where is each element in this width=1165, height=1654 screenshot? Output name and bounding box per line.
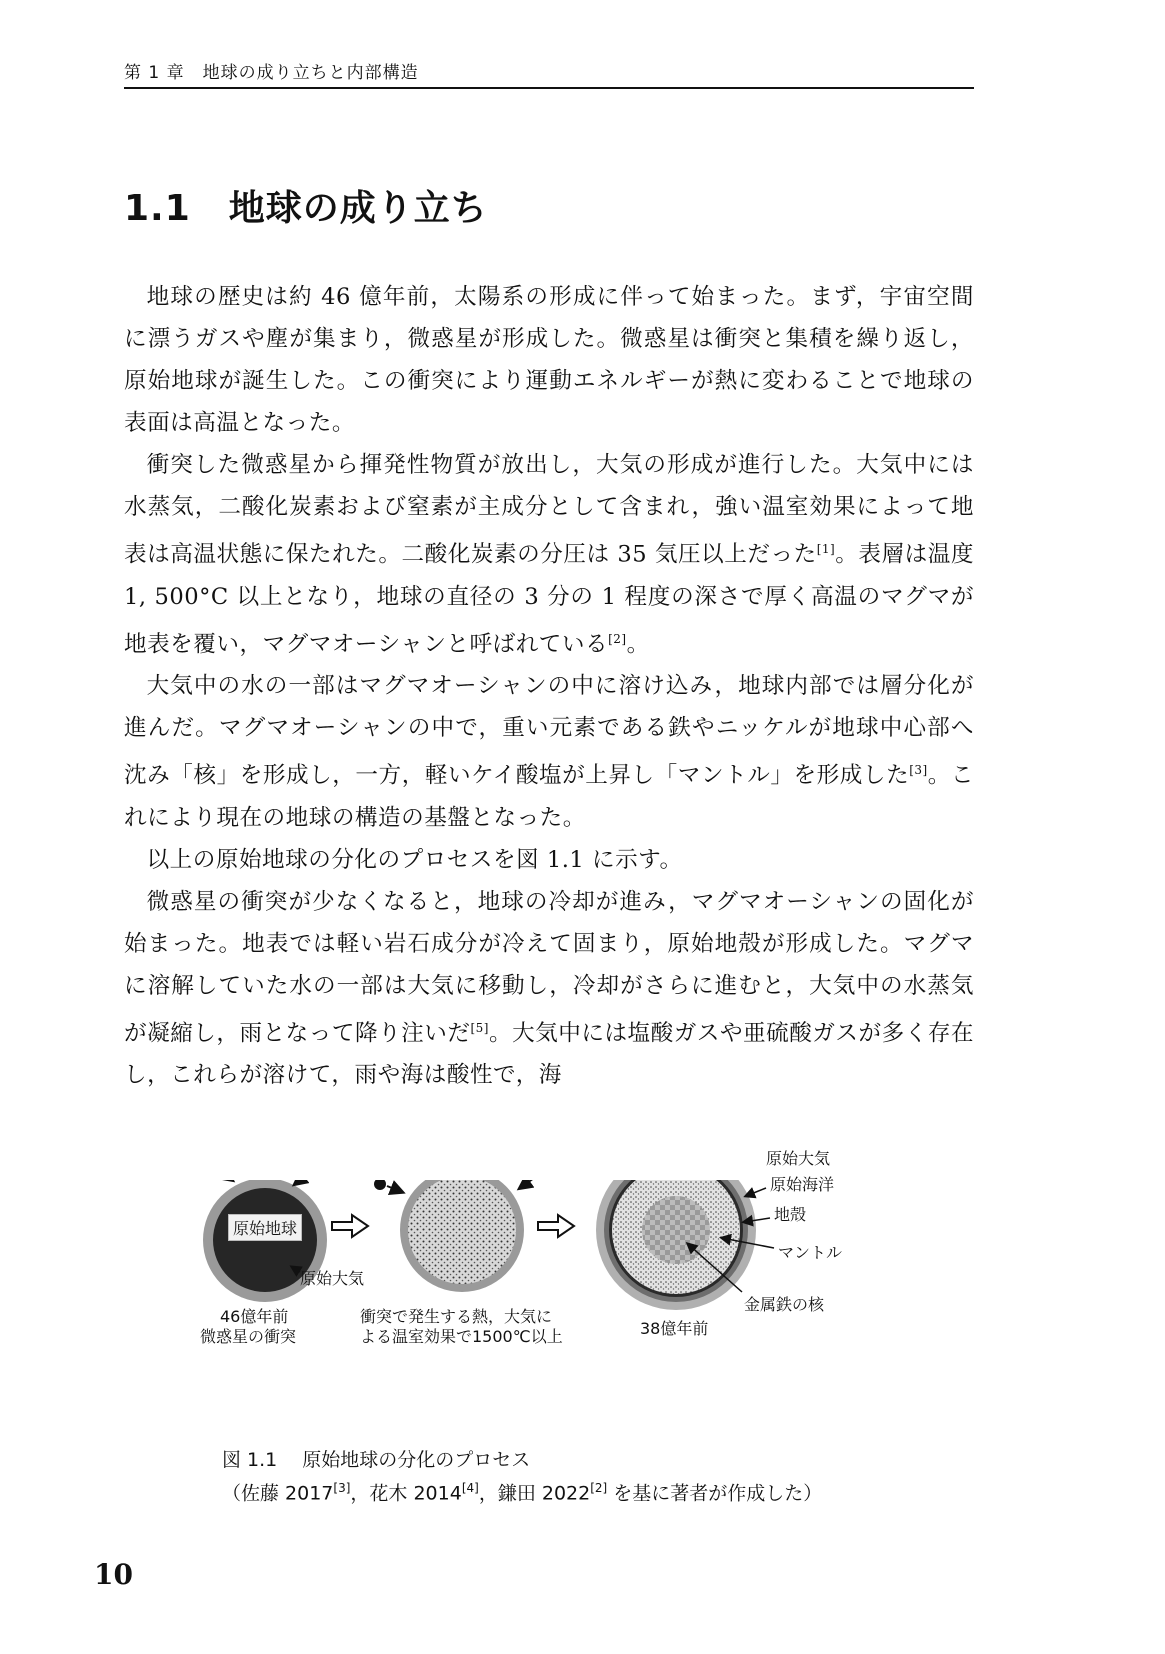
figure-proto-earth-differentiation	[200, 1149, 920, 1430]
paragraph-text: 。これにより現在の地球の構造の基盤となった。	[124, 762, 975, 831]
paragraph-text: 地球の歴史は約 46 億年前，太陽系の形成に伴って始まった。まず，宇宙空間に漂うガスや塵が集まり，微惑星が形成した。微惑星は衝突と集積を繰り返し，原始地球が誕生した。この衝突により運動エネルギーが熱に変わることで地球の表面は高温となった。	[124, 284, 974, 436]
paragraph-text: 。大気中には塩酸ガスや亜硫酸ガスが多く存在し，これらが溶けて，雨や海は酸性で，海	[124, 1020, 975, 1089]
label-metal-core: 金属鉄の核	[744, 1295, 825, 1314]
paragraph-4	[124, 839, 974, 881]
paragraph-text: 以上の原始地球の分化のプロセスを図 1.1 に示す。	[146, 846, 683, 873]
process-arrow-2	[538, 1215, 574, 1237]
label-time-38: 38億年前	[640, 1319, 709, 1338]
label-time-46: 46億年前	[220, 1307, 289, 1326]
section-title-text: 地球の成り立ち	[228, 188, 488, 229]
process-arrow-1	[332, 1215, 368, 1237]
paragraph-text: 。	[626, 631, 650, 658]
citation: [4]	[461, 1481, 479, 1495]
stage-2-molten-earth	[374, 1180, 546, 1292]
label-proto-earth: 原始地球	[228, 1214, 302, 1241]
label-proto-atmosphere-1: 原始大気	[300, 1269, 365, 1288]
caption-text: （佐藤 2017	[222, 1482, 334, 1505]
body-text	[124, 276, 974, 1096]
label-mantle: マントル	[778, 1243, 843, 1262]
label-planetesimal-impact: 微惑星の衝突	[200, 1327, 297, 1346]
paragraph-text: 。表層は温度 1, 500°C 以上となり，地球の直径の 3 分の 1 程度の深さで厚く高温のマグマが地表を覆い，マグマオーシャンと呼ばれている	[124, 541, 974, 658]
paragraph-text: 微惑星の衝突が少なくなると，地球の冷却が進み，マグマオーシャンの固化が始まった。地表では軽い岩石成分が冷えて固まり，原始地殻が形成した。マグマに溶解していた水の一部は大気に移動し，冷却がさらに進むと，大気中の水蒸気が凝縮し，雨となって降り注いだ	[124, 888, 974, 1047]
caption-text: を基に著者が作成した）	[607, 1482, 823, 1505]
caption-source	[222, 1474, 822, 1507]
page-number: 10	[94, 1558, 133, 1591]
label-heat-line-2: よる温室効果で1500℃以上	[360, 1327, 563, 1346]
citation: [1]	[816, 542, 836, 556]
paragraph-text: 衝突した微惑星から揮発性物質が放出し，大気の形成が進行した。大気中には水蒸気，二酸化炭素および窒素が主成分として含まれ，強い温室効果によって地表は高温状態に保たれた。二酸化炭素の分圧は 35 気圧以上だった	[124, 452, 974, 568]
paragraph-text: 大気中の水の一部はマグマオーシャンの中に溶け込み，地球内部では層分化が進んだ。マグマオーシャンの中で，重い元素である鉄やニッケルが地球中心部へ沈み「核」を形成し，一方，軽いケイ酸塩が上昇し「マントル」を形成した	[124, 673, 974, 789]
section-number: 1.1	[124, 188, 191, 229]
citation: [2]	[608, 631, 627, 646]
citation: [5]	[470, 1020, 489, 1035]
label-heat-line-1: 衝突で発生する熱，大気に	[360, 1307, 553, 1326]
paragraph-3	[124, 665, 974, 839]
label-proto-ocean: 原始海洋	[770, 1175, 835, 1194]
caption-text: ，花木 2014	[350, 1482, 462, 1505]
label-crust: 地殻	[774, 1205, 807, 1224]
running-head: 第 1 章 地球の成り立ちと内部構造	[124, 58, 974, 89]
section-title	[124, 180, 488, 231]
magma-ocean	[408, 1180, 516, 1284]
citation: [2]	[590, 1481, 608, 1495]
figure-caption	[222, 1446, 822, 1507]
paragraph-5	[124, 881, 974, 1097]
caption-text: ，鎌田 2022	[478, 1482, 591, 1505]
stage-3-differentiated-earth	[596, 1180, 774, 1310]
paragraph-1	[124, 276, 974, 444]
citation: [3]	[333, 1481, 351, 1495]
caption-title: 図 1.1 原始地球の分化のプロセス	[222, 1449, 531, 1471]
label-proto-atmosphere-3: 原始大気	[766, 1149, 831, 1168]
paragraph-2	[124, 444, 974, 665]
citation: [3]	[909, 763, 928, 778]
